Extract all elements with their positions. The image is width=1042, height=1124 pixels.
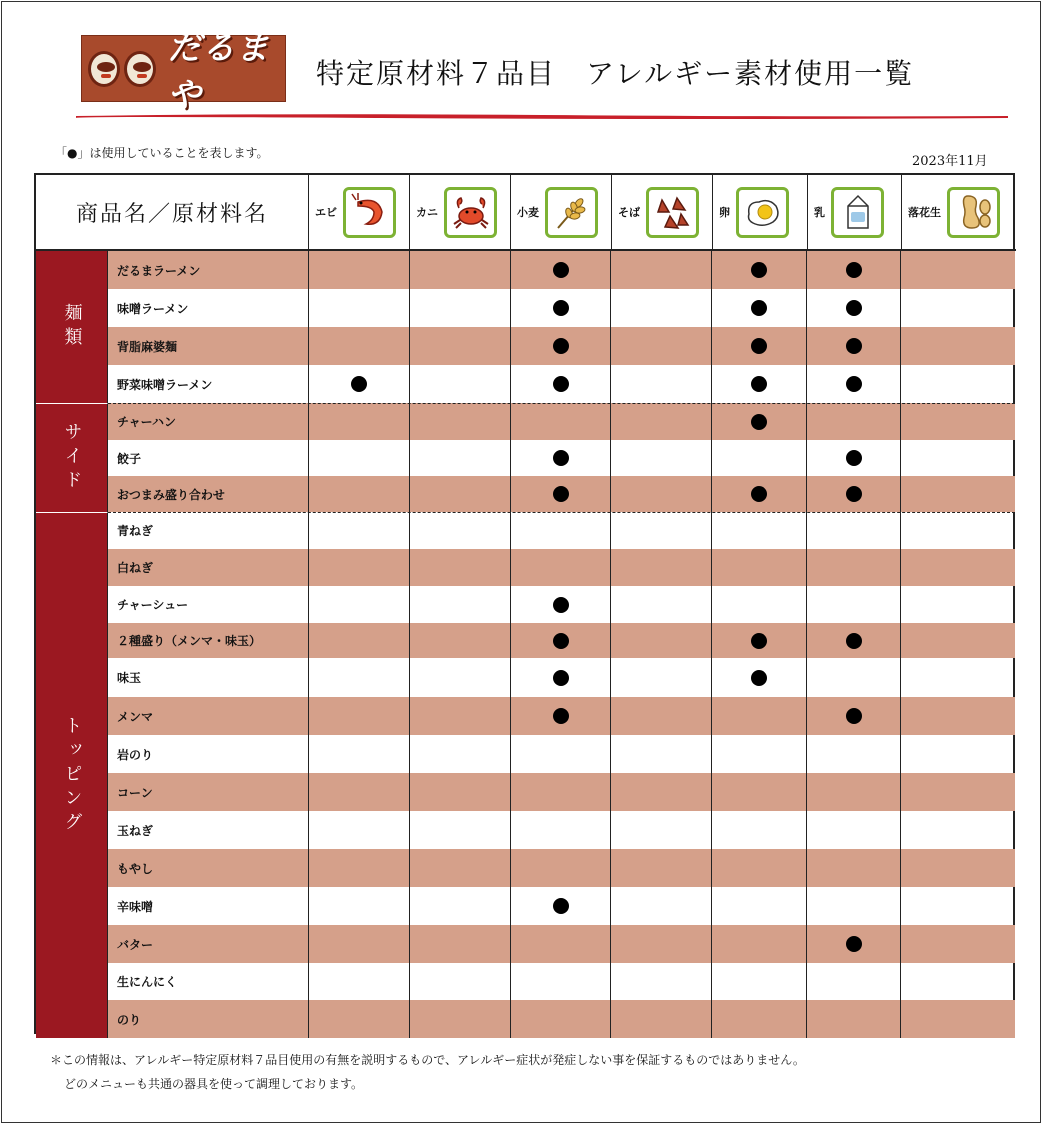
allergen-cell (611, 735, 712, 773)
allergen-cell (309, 476, 410, 512)
allergen-cell (511, 925, 612, 963)
allergen-cell (712, 658, 807, 697)
usage-dot (553, 597, 569, 613)
allergen-cell (901, 623, 1015, 658)
allergen-cell (611, 289, 712, 327)
category-label: トッピング (36, 512, 108, 1038)
allergen-cell (901, 963, 1015, 1000)
logo-text: だるまや (167, 27, 270, 114)
brush-underline (76, 112, 1008, 120)
category-label: 麺類 (36, 251, 108, 403)
allergen-cell (901, 440, 1015, 476)
item-name: だるまラーメン (108, 251, 309, 289)
usage-dot (846, 300, 862, 316)
allergen-cell (712, 327, 807, 365)
allergen-cell (901, 476, 1015, 512)
allergen-cell (511, 586, 612, 623)
allergen-cell (712, 811, 807, 849)
allergen-cell (309, 1000, 410, 1038)
allergen-cell (901, 658, 1015, 697)
column-header-shrimp (309, 175, 410, 251)
allergen-cell (309, 440, 410, 476)
footnote (50, 1048, 805, 1096)
allergen-cell (807, 476, 901, 512)
column-header-wheat (511, 175, 612, 251)
table-row (108, 811, 1015, 849)
allergen-cell (807, 773, 901, 811)
allergen-cell (712, 289, 807, 327)
allergen-cell (410, 849, 511, 887)
allergen-cell (511, 289, 612, 327)
allergen-cell (410, 697, 511, 735)
allergen-cell (309, 251, 410, 289)
allergen-cell (511, 658, 612, 697)
table-row (108, 963, 1015, 1000)
egg-icon (736, 187, 789, 238)
allergen-cell (712, 365, 807, 403)
allergen-cell (309, 289, 410, 327)
allergen-cell (611, 512, 712, 549)
usage-dot (553, 338, 569, 354)
usage-dot (553, 450, 569, 466)
table-row (108, 512, 1015, 549)
allergen-cell (807, 623, 901, 658)
usage-dot (351, 376, 367, 392)
allergen-cell (511, 697, 612, 735)
allergen-cell (511, 811, 612, 849)
allergen-cell (901, 887, 1015, 925)
allergen-cell (901, 365, 1015, 403)
column-label: エビ (315, 206, 337, 219)
allergen-cell (712, 251, 807, 289)
usage-dot (846, 338, 862, 354)
wheat-icon (545, 187, 598, 238)
allergen-cell (410, 887, 511, 925)
item-name: のり (108, 1000, 309, 1038)
table-row (108, 887, 1015, 925)
table-row (108, 1000, 1015, 1038)
allergen-cell (511, 1000, 612, 1038)
table-row (108, 849, 1015, 887)
allergen-cell (511, 251, 612, 289)
table-row (108, 440, 1015, 476)
allergen-cell (611, 697, 712, 735)
name-header: 商品名／原材料名 (36, 175, 309, 251)
allergen-cell (410, 289, 511, 327)
shrimp-icon (343, 187, 396, 238)
table-row (108, 289, 1015, 327)
allergen-cell (309, 365, 410, 403)
item-name: 白ねぎ (108, 549, 309, 586)
usage-dot (553, 633, 569, 649)
allergen-cell (712, 697, 807, 735)
table-row (108, 735, 1015, 773)
milk-icon (831, 187, 884, 238)
usage-dot (553, 898, 569, 914)
allergen-cell (901, 327, 1015, 365)
usage-dot (553, 670, 569, 686)
item-name: 生にんにく (108, 963, 309, 1000)
allergen-cell (807, 1000, 901, 1038)
allergen-cell (901, 773, 1015, 811)
allergen-cell (511, 849, 612, 887)
table-row (108, 365, 1015, 403)
allergen-cell (410, 1000, 511, 1038)
allergen-cell (511, 365, 612, 403)
column-header-crab (410, 175, 511, 251)
allergen-cell (611, 403, 712, 440)
usage-dot (553, 376, 569, 392)
item-name: バター (108, 925, 309, 963)
allergen-cell (611, 773, 712, 811)
page-title: 特定原材料７品目 アレルギー素材使用一覧 (316, 57, 915, 90)
allergen-cell (807, 251, 901, 289)
allergen-cell (511, 887, 612, 925)
column-label: カニ (416, 206, 438, 219)
item-name: おつまみ盛り合わせ (108, 476, 309, 512)
allergen-cell (712, 1000, 807, 1038)
peanut-icon (947, 187, 1000, 238)
usage-dot (553, 300, 569, 316)
item-name: 野菜味噌ラーメン (108, 365, 309, 403)
allergen-cell (611, 476, 712, 512)
item-name: ２種盛り（メンマ・味玉） (108, 623, 309, 658)
allergen-cell (309, 849, 410, 887)
allergen-cell (807, 549, 901, 586)
usage-dot (751, 376, 767, 392)
item-name: メンマ (108, 697, 309, 735)
allergen-cell (611, 365, 712, 403)
allergen-cell (511, 512, 612, 549)
usage-dot (846, 936, 862, 952)
allergen-cell (712, 887, 807, 925)
allergen-cell (309, 697, 410, 735)
allergen-cell (611, 925, 712, 963)
allergen-cell (410, 773, 511, 811)
allergen-cell (807, 925, 901, 963)
allergen-cell (511, 623, 612, 658)
allergen-cell (410, 963, 511, 1000)
allergen-cell (611, 963, 712, 1000)
usage-dot (751, 300, 767, 316)
column-label: 小麦 (517, 206, 539, 219)
allergen-cell (410, 925, 511, 963)
usage-dot (553, 262, 569, 278)
allergen-cell (410, 549, 511, 586)
allergen-cell (807, 403, 901, 440)
allergen-cell (309, 403, 410, 440)
allergen-cell (712, 440, 807, 476)
column-header-peanut (902, 175, 1016, 251)
allergen-cell (611, 811, 712, 849)
allergen-cell (410, 476, 511, 512)
item-name: 岩のり (108, 735, 309, 773)
allergen-cell (611, 849, 712, 887)
usage-dot (553, 708, 569, 724)
footnote-line-1: ＊この情報は、アレルギー特定原材料７品目使用の有無を説明するもので、アレルギー症状が発症しない事を保証するものではありません。 (50, 1053, 805, 1067)
item-name: チャーシュー (108, 586, 309, 623)
allergen-cell (901, 289, 1015, 327)
category-label: サイド (36, 403, 108, 512)
allergen-cell (901, 251, 1015, 289)
allergen-cell (309, 658, 410, 697)
allergen-cell (611, 440, 712, 476)
allergen-cell (901, 811, 1015, 849)
allergen-cell (611, 549, 712, 586)
item-name: チャーハン (108, 403, 309, 440)
item-name: 味玉 (108, 658, 309, 697)
usage-dot (751, 486, 767, 502)
usage-dot (751, 262, 767, 278)
usage-dot (751, 633, 767, 649)
allergen-cell (901, 586, 1015, 623)
allergen-cell (807, 586, 901, 623)
item-name: 背脂麻婆麺 (108, 327, 309, 365)
allergen-cell (712, 476, 807, 512)
allergen-cell (712, 512, 807, 549)
allergen-cell (807, 327, 901, 365)
table-row (108, 327, 1015, 365)
allergen-cell (309, 327, 410, 365)
usage-dot (846, 486, 862, 502)
allergen-cell (410, 811, 511, 849)
table-row (108, 251, 1015, 289)
allergen-cell (901, 735, 1015, 773)
allergen-cell (807, 512, 901, 549)
allergen-cell (511, 735, 612, 773)
allergen-cell (807, 697, 901, 735)
table-row (108, 925, 1015, 963)
allergen-cell (901, 549, 1015, 586)
usage-dot (846, 708, 862, 724)
item-name: もやし (108, 849, 309, 887)
allergen-cell (309, 549, 410, 586)
allergen-cell (807, 658, 901, 697)
table-row (108, 403, 1015, 440)
column-label: そば (618, 206, 640, 219)
item-name: 餃子 (108, 440, 309, 476)
usage-dot (751, 414, 767, 430)
usage-dot (846, 376, 862, 392)
allergen-cell (511, 327, 612, 365)
allergen-cell (410, 586, 511, 623)
buckwheat-icon (646, 187, 699, 238)
column-label: 卵 (719, 206, 730, 219)
allergen-cell (611, 887, 712, 925)
allergen-cell (410, 365, 511, 403)
allergen-cell (410, 623, 511, 658)
allergen-cell (807, 735, 901, 773)
column-header-milk (808, 175, 902, 251)
crab-icon (444, 187, 497, 238)
usage-dot (553, 486, 569, 502)
allergen-cell (901, 1000, 1015, 1038)
allergen-cell (807, 887, 901, 925)
item-name: 青ねぎ (108, 512, 309, 549)
allergen-cell (807, 365, 901, 403)
allergen-cell (807, 849, 901, 887)
usage-dot (846, 450, 862, 466)
daruma-face-icon (88, 51, 120, 87)
allergen-cell (712, 773, 807, 811)
allergen-cell (901, 512, 1015, 549)
column-label: 落花生 (908, 206, 941, 219)
allergen-cell (611, 586, 712, 623)
table-row (108, 697, 1015, 735)
allergen-cell (410, 251, 511, 289)
table-row (108, 773, 1015, 811)
allergen-cell (410, 403, 511, 440)
allergen-cell (511, 403, 612, 440)
allergen-cell (309, 887, 410, 925)
category-divider (108, 512, 1015, 513)
table-row (108, 476, 1015, 512)
table-row (108, 586, 1015, 623)
allergen-cell (511, 440, 612, 476)
table-row (108, 658, 1015, 697)
date-label: 2023年11月 (912, 154, 988, 169)
item-name: コーン (108, 773, 309, 811)
allergen-cell (410, 735, 511, 773)
allergen-cell (712, 623, 807, 658)
table-row (108, 549, 1015, 586)
allergen-cell (309, 512, 410, 549)
item-name: 玉ねぎ (108, 811, 309, 849)
allergen-cell (309, 963, 410, 1000)
allergen-cell (901, 403, 1015, 440)
allergen-cell (511, 476, 612, 512)
allergen-cell (807, 440, 901, 476)
allergen-cell (410, 658, 511, 697)
allergen-cell (807, 289, 901, 327)
allergen-cell (807, 811, 901, 849)
allergen-cell (309, 773, 410, 811)
item-name: 味噌ラーメン (108, 289, 309, 327)
column-label: 乳 (814, 206, 825, 219)
allergen-cell (309, 811, 410, 849)
logo (81, 27, 286, 114)
allergen-cell (712, 403, 807, 440)
allergen-cell (611, 251, 712, 289)
allergen-table (34, 173, 1015, 1034)
allergen-cell (712, 925, 807, 963)
allergen-cell (309, 623, 410, 658)
allergen-cell (901, 925, 1015, 963)
usage-dot (846, 262, 862, 278)
allergen-cell (309, 586, 410, 623)
allergen-cell (410, 512, 511, 549)
category-divider (108, 403, 1015, 404)
allergen-cell (712, 586, 807, 623)
allergen-cell (901, 697, 1015, 735)
usage-dot (751, 670, 767, 686)
legend-note: 「●」は使用していることを表します。 (55, 146, 269, 160)
allergen-cell (611, 1000, 712, 1038)
allergen-cell (611, 623, 712, 658)
allergen-cell (309, 925, 410, 963)
allergen-cell (611, 658, 712, 697)
allergen-cell (511, 549, 612, 586)
usage-dot (846, 633, 862, 649)
allergen-cell (611, 327, 712, 365)
allergen-cell (410, 327, 511, 365)
allergen-cell (712, 549, 807, 586)
table-row (108, 623, 1015, 658)
usage-dot (751, 338, 767, 354)
item-name: 辛味噌 (108, 887, 309, 925)
allergen-cell (410, 440, 511, 476)
column-header-egg (713, 175, 808, 251)
allergen-cell (712, 849, 807, 887)
allergen-cell (511, 963, 612, 1000)
allergen-cell (901, 849, 1015, 887)
allergen-cell (807, 963, 901, 1000)
footnote-line-2: どのメニューも共通の器具を使って調理しております。 (64, 1077, 364, 1091)
allergen-cell (309, 735, 410, 773)
allergen-cell (511, 773, 612, 811)
column-header-buckwheat (612, 175, 713, 251)
allergen-cell (712, 735, 807, 773)
allergen-cell (712, 963, 807, 1000)
daruma-face-icon (124, 51, 156, 87)
